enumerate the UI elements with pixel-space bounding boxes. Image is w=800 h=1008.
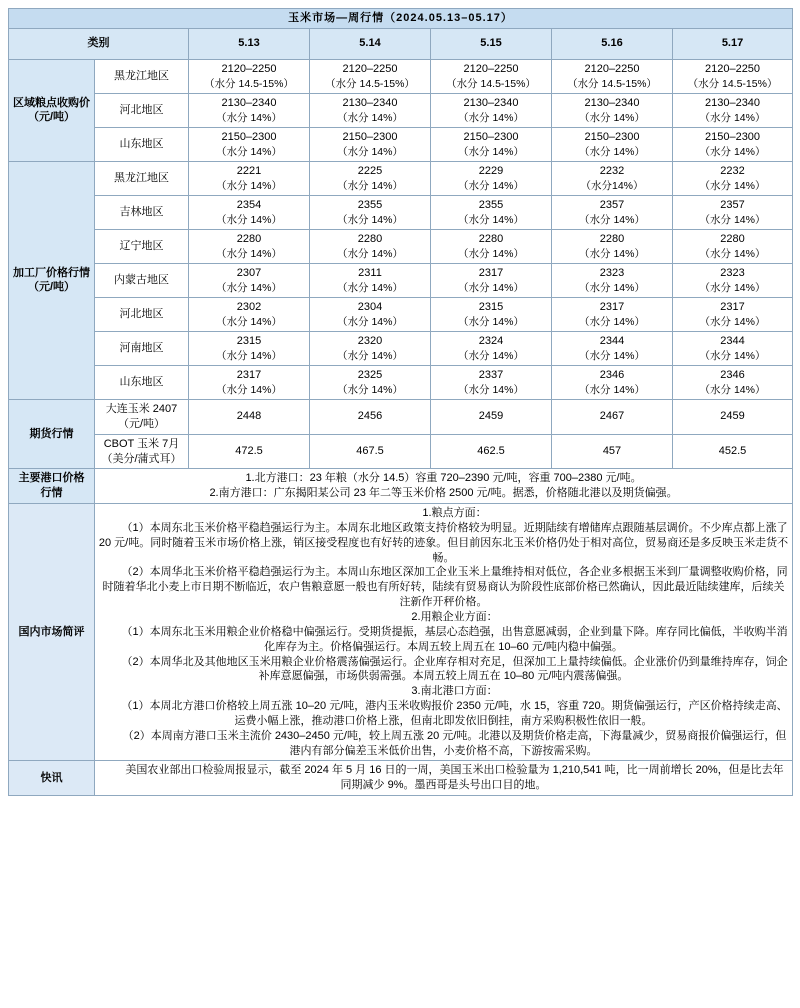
table-row — [9, 434, 793, 469]
cell-value: 2232 （水分14%） — [552, 161, 673, 195]
cell-value: 2307 （水分 14%） — [189, 263, 310, 297]
cell-value: 2317 （水分 14%） — [189, 365, 310, 399]
cell-value: 2324 （水分 14%） — [431, 331, 552, 365]
cell-value: 2315 （水分 14%） — [431, 297, 552, 331]
cell-value: 2302 （水分 14%） — [189, 297, 310, 331]
cell-value: 462.5 — [431, 434, 552, 469]
table-row — [9, 263, 793, 297]
table-row — [9, 93, 793, 127]
cell-value: 2232 （水分 14%） — [673, 161, 793, 195]
cell-value: 2325 （水分 14%） — [310, 365, 431, 399]
section-label-ports: 主要港口价格 行情 — [9, 469, 95, 504]
cell-value: 2355 （水分 14%） — [310, 195, 431, 229]
section-label-news: 快讯 — [9, 761, 95, 796]
cell-value: 2120–2250 （水分 14.5-15%） — [310, 59, 431, 93]
cell-value: 2120–2250 （水分 14.5-15%） — [189, 59, 310, 93]
commentary-paragraph: （1）本周东北玉米价格平稳趋强运行为主。本周东北地区政策支持价格较为明显。近期陆续有增储库点跟随基层调价。不少库点都上涨了 20 元/吨。同时随着玉米市场价格上涨，销区接受程度也有好转的迹象。但目前因东北玉米价格仍处于相对高位，贸易商还是多反映玉米走货不畅。 — [98, 521, 789, 564]
commentary-paragraph: （2）本周华北及其他地区玉米用粮企业价格震荡偏强运行。企业库存相对充足，但深加工上量持续偏低。企业涨价仍到量维持库存，饲企补库意愿偏强，市场供弱需强。本周五较上周五在 10–80 元/吨内震荡偏强。 — [121, 655, 788, 683]
cell-value: 2317 （水分 14%） — [673, 297, 793, 331]
market-table — [8, 8, 793, 796]
cell-value: 2346 （水分 14%） — [552, 365, 673, 399]
table-row — [9, 365, 793, 399]
row-label-futures-dce: 大连玉米 2407 （元/吨） — [95, 400, 189, 435]
table-row — [9, 229, 793, 263]
cell-value: 2150–2300 （水分 14%） — [673, 127, 793, 161]
cell-value: 2280 （水分 14%） — [310, 229, 431, 263]
cell-value: 2120–2250 （水分 14.5-15%） — [552, 59, 673, 93]
cell-value: 2150–2300 （水分 14%） — [189, 127, 310, 161]
cell-value: 2354 （水分 14%） — [189, 195, 310, 229]
section-label-line1: 区域粮点收购价 — [13, 96, 90, 109]
cell-value: 2317 （水分 14%） — [431, 263, 552, 297]
row-label-futures-cbot: CBOT 玉米 7月 （美分/蒲式耳） — [95, 434, 189, 469]
row-label-region: 辽宁地区 — [95, 229, 189, 263]
cell-value: 2120–2250 （水分 14.5-15%） — [673, 59, 793, 93]
table-row — [9, 761, 793, 796]
cell-value: 2150–2300 （水分 14%） — [552, 127, 673, 161]
commentary-paragraph: （2）本周华北玉米价格平稳趋强运行为主。本周山东地区深加工企业玉米上量维持相对低位，各企业多根据玉米到厂量调整收购价格，同时随着华北小麦上市日期不断临近，农户售粮意愿一般也有所好转，陆续有贸易商认为阶段性底部价格已然确认，因此最近陆续建库，后续关注新作开秤价格。 — [102, 566, 788, 609]
row-label-region: 内蒙古地区 — [95, 263, 189, 297]
section-label-futures: 期货行情 — [9, 400, 95, 469]
news-text: 美国农业部出口检验周报显示，截至 2024 年 5 月 16 日的一周，美国玉米出口检验量为 1,210,541 吨，比一周前增长 20%，但是比去年同期减少 9%。墨西哥是头号出口目的地。 — [125, 764, 784, 792]
cell-value: 2355 （水分 14%） — [431, 195, 552, 229]
cell-value: 2459 — [673, 400, 793, 435]
ports-south-line: 2.南方港口：广东揭阳某公司 23 年二等玉米价格 2500 元/吨。据悉，价格随北港以及期货偏强。 — [209, 487, 678, 500]
table-row — [9, 400, 793, 435]
cell-value: 2311 （水分 14%） — [310, 263, 431, 297]
cell-value: 2344 （水分 14%） — [552, 331, 673, 365]
cell-value: 2304 （水分 14%） — [310, 297, 431, 331]
table-row — [9, 469, 793, 504]
row-label-region: 山东地区 — [95, 127, 189, 161]
cell-value: 2150–2300 （水分 14%） — [431, 127, 552, 161]
cell-value: 2346 （水分 14%） — [673, 365, 793, 399]
column-header-category: 类别 — [9, 28, 189, 59]
column-header-date-5: 5.17 — [673, 28, 793, 59]
table-row — [9, 161, 793, 195]
cell-value: 2456 — [310, 400, 431, 435]
cell-value: 2280 （水分 14%） — [673, 229, 793, 263]
cell-value: 2467 — [552, 400, 673, 435]
section-label-commentary: 国内市场简评 — [9, 504, 95, 761]
cell-value: 2130–2340 （水分 14%） — [189, 93, 310, 127]
cell-value: 2459 — [431, 400, 552, 435]
table-row — [9, 504, 793, 761]
cell-value: 2130–2340 （水分 14%） — [552, 93, 673, 127]
news-content — [95, 761, 793, 796]
commentary-paragraph: 1.粮点方面： — [422, 507, 487, 520]
column-header-date-1: 5.13 — [189, 28, 310, 59]
cell-value: 2130–2340 （水分 14%） — [310, 93, 431, 127]
commentary-paragraph: （1）本周北方港口价格较上周五涨 10–20 元/吨，港内玉米收购报价 2350 元/吨，水 15，容重 720。期货偏强运行，产区价格持续走高、运费小幅上涨，推动港口价格上涨，但南北即发依旧倒挂，南方采购积极性依旧一般。 — [121, 700, 788, 727]
cell-value: 2221 （水分 14%） — [189, 161, 310, 195]
cell-value: 2280 （水分 14%） — [552, 229, 673, 263]
cell-value: 2280 （水分 14%） — [431, 229, 552, 263]
commentary-paragraph: 2.用粮企业方面： — [411, 610, 498, 623]
row-label-region: 黑龙江地区 — [95, 161, 189, 195]
cell-value: 452.5 — [673, 434, 793, 469]
section-label-regional-purchase — [9, 59, 95, 161]
cell-value: 2357 （水分 14%） — [552, 195, 673, 229]
commentary-content — [95, 504, 793, 761]
cell-value: 2150–2300 （水分 14%） — [310, 127, 431, 161]
row-label-region: 河南地区 — [95, 331, 189, 365]
cell-value: 2225 （水分 14%） — [310, 161, 431, 195]
table-row — [9, 297, 793, 331]
column-header-date-2: 5.14 — [310, 28, 431, 59]
column-header-date-3: 5.15 — [431, 28, 552, 59]
cell-value: 467.5 — [310, 434, 431, 469]
table-row — [9, 59, 793, 93]
row-label-region: 山东地区 — [95, 365, 189, 399]
cell-value: 2130–2340 （水分 14%） — [431, 93, 552, 127]
cell-value: 2320 （水分 14%） — [310, 331, 431, 365]
ports-north-line: 1.北方港口：23 年粮（水分 14.5）容重 720–2390 元/吨，容重 700–2380 元/吨。 — [245, 472, 642, 485]
table-row — [9, 127, 793, 161]
cell-value: 457 — [552, 434, 673, 469]
cell-value: 2280 （水分 14%） — [189, 229, 310, 263]
cell-value: 2357 （水分 14%） — [673, 195, 793, 229]
commentary-paragraph: （1）本周东北玉米用粮企业价格稳中偏强运行。受期货提振，基层心态趋强，出售意愿减弱，企业到量下降。库存同比偏低，半收购半消化库存为主。价格偏强运行。本周五较上周五在 10–60 元/吨内稳中偏强。 — [121, 625, 788, 653]
cell-value: 472.5 — [189, 434, 310, 469]
row-label-region: 河北地区 — [95, 93, 189, 127]
section-label-line2: （元/吨） — [27, 281, 76, 294]
header-row — [9, 28, 793, 59]
cell-value: 2323 （水分 14%） — [552, 263, 673, 297]
ports-content — [95, 469, 793, 504]
column-header-date-4: 5.16 — [552, 28, 673, 59]
commentary-paragraph: （2）本周南方港口玉米主流价 2430–2450 元/吨，较上周五涨 20 元/吨。北港以及期货价格走高，下海量减少，贸易商报价偏强运行，但港内有部分偏差玉米低价出售，小麦价格不高，下游按需采购。 — [122, 729, 787, 757]
table-row — [9, 195, 793, 229]
section-label-processing-plant — [9, 161, 95, 399]
cell-value: 2130–2340 （水分 14%） — [673, 93, 793, 127]
commentary-paragraph: 3.南北港口方面： — [411, 685, 498, 698]
cell-value: 2120–2250 （水分 14.5-15%） — [431, 59, 552, 93]
cell-value: 2315 （水分 14%） — [189, 331, 310, 365]
cell-value: 2317 （水分 14%） — [552, 297, 673, 331]
row-label-region: 黑龙江地区 — [95, 59, 189, 93]
title-row — [9, 9, 793, 29]
page-title: 玉米市场—周行情（2024.05.13–05.17） — [9, 9, 793, 29]
cell-value: 2344 （水分 14%） — [673, 331, 793, 365]
row-label-region: 河北地区 — [95, 297, 189, 331]
section-label-line2: （元/吨） — [27, 111, 76, 124]
cell-value: 2229 （水分 14%） — [431, 161, 552, 195]
cell-value: 2337 （水分 14%） — [431, 365, 552, 399]
section-label-line1: 加工厂价格行情 — [13, 266, 90, 279]
row-label-region: 吉林地区 — [95, 195, 189, 229]
cell-value: 2448 — [189, 400, 310, 435]
cell-value: 2323 （水分 14%） — [673, 263, 793, 297]
table-row — [9, 331, 793, 365]
